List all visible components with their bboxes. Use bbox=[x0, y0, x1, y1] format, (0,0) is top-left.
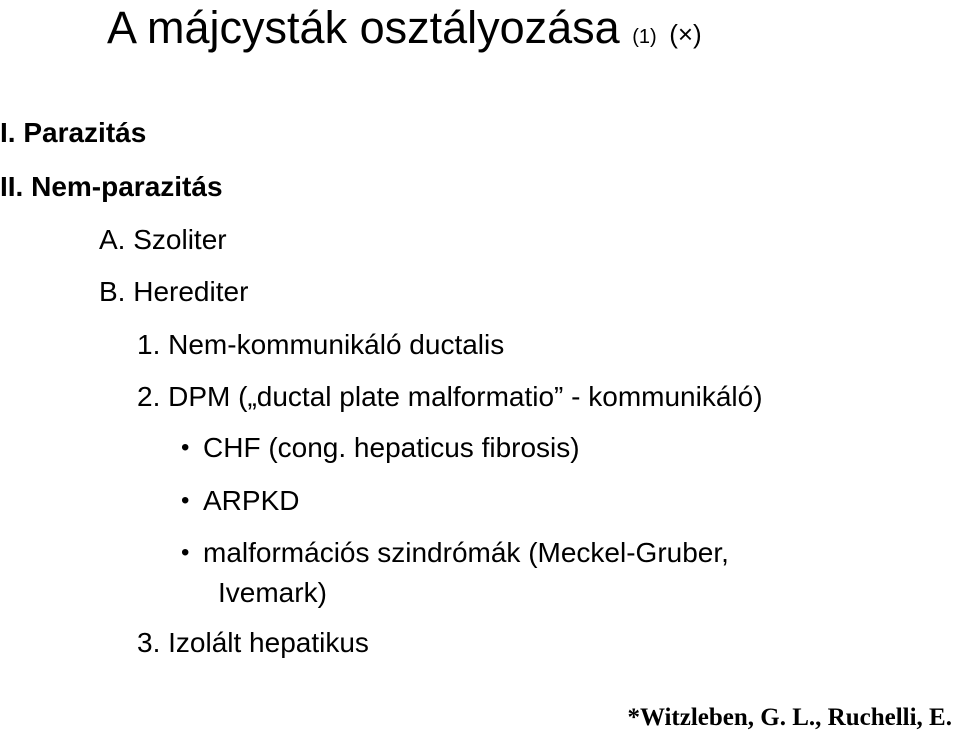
outline-item-nem-kommunikalo: 1. Nem-kommunikáló ductalis bbox=[137, 329, 505, 360]
bullet-item-malformacios: malformációs szindrómák (Meckel-Gruber, bbox=[203, 537, 729, 568]
slide-title bbox=[107, 2, 702, 63]
bullet-item-chf: CHF (cong. hepaticus fibrosis) bbox=[203, 432, 580, 463]
outline-item-izolalt-hepatikus: 3. Izolált hepatikus bbox=[137, 627, 369, 658]
bullet-item-arpkd: ARPKD bbox=[203, 485, 300, 516]
bullet-item-malformacios-continuation: Ivemark) bbox=[218, 577, 327, 608]
bullet-dot: • bbox=[181, 434, 190, 461]
outline-item-dpm: 2. DPM („ductal plate malformatio” - kommunikáló) bbox=[137, 381, 763, 412]
outline-item-parazitas: I. Parazitás bbox=[0, 117, 147, 148]
outline-item-szoliter: A. Szoliter bbox=[99, 224, 227, 255]
title-text: A májcysták osztályozása bbox=[107, 2, 620, 53]
outline-item-herediter: B. Herediter bbox=[99, 276, 249, 307]
reference-citation: *Witzleben, G. L., Ruchelli, E. bbox=[627, 704, 952, 731]
bullet-dot: • bbox=[181, 487, 190, 514]
bullet-dot: • bbox=[181, 539, 190, 566]
title-footnote-number: (1) bbox=[632, 26, 657, 48]
outline-item-nem-parazitas: II. Nem-parazitás bbox=[0, 171, 223, 202]
title-footnote-mark: (×) bbox=[669, 19, 702, 49]
